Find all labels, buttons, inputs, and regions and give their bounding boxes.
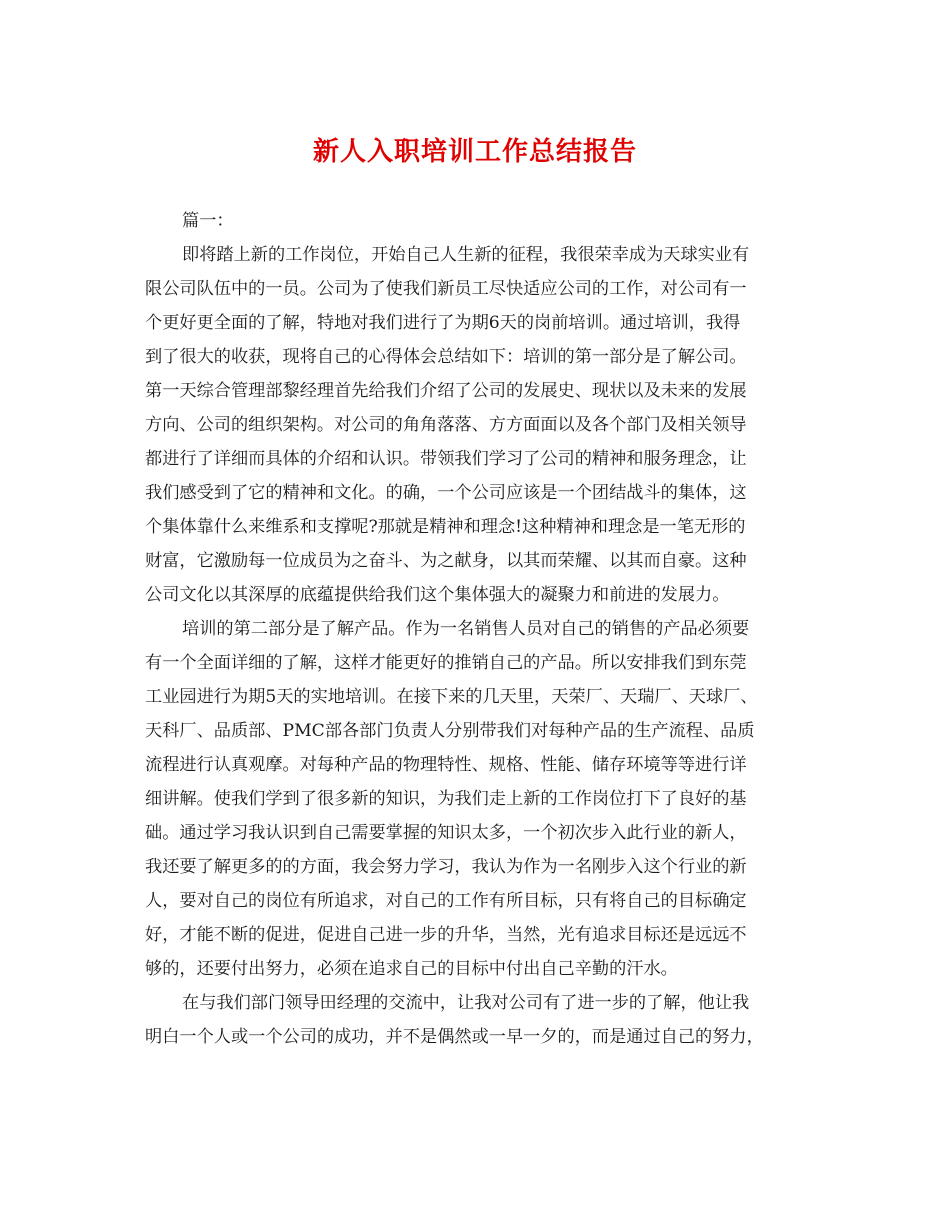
paragraph-line: 培训的第二部分是了解产品。作为一名销售人员对自己的销售的产品必须要 <box>182 619 750 639</box>
document-body <box>145 204 810 1054</box>
paragraph-line: 第一天综合管理部黎经理首先给我们介绍了公司的发展史、现状以及未来的发展 <box>145 381 747 401</box>
paragraph-line: 好，才能不断的促进，促进自己进一步的升华，当然，光有追求目标还是远远不 <box>145 925 747 945</box>
paragraph-line: 财富，它激励每一位成员为之奋斗、为之献身，以其而荣耀、以其而自豪。这种 <box>145 551 747 571</box>
paragraph-line: 限公司队伍中的一员。公司为了使我们新员工尽快适应公司的工作，对公司有一 <box>145 279 747 299</box>
paragraph-line: 础。通过学习我认识到自己需要掌握的知识太多，一个初次步入此行业的新人， <box>145 823 747 843</box>
paragraph-line: 个更好更全面的了解，特地对我们进行了为期6天的岗前培训。通过培训，我得 <box>145 313 741 333</box>
document-title: 新人入职培训工作总结报告 <box>312 137 637 167</box>
paragraph-line: 天科厂、品质部、PMC部各部门负责人分别带我们对每种产品的生产流程、品质 <box>145 721 755 741</box>
paragraph-line: 到了很大的收获，现将自己的心得体会总结如下：培训的第一部分是了解公司。 <box>145 347 747 367</box>
section-label: 篇一： <box>182 211 234 231</box>
paragraph-line: 我还要了解更多的的方面，我会努力学习，我认为作为一名刚步入这个行业的新 <box>145 857 747 877</box>
paragraph-line: 细讲解。使我们学到了很多新的知识，为我们走上新的工作岗位打下了良好的基 <box>145 789 747 809</box>
paragraph-line: 即将踏上新的工作岗位，开始自己人生新的征程，我很荣幸成为天球实业有 <box>182 245 750 265</box>
paragraph-line: 方向、公司的组织架构。对公司的角角落落、方方面面以及各个部门及相关领导 <box>145 415 747 435</box>
paragraph-line: 都进行了详细而具体的介绍和认识。带领我们学习了公司的精神和服务理念，让 <box>145 449 747 469</box>
paragraph-line: 个集体靠什么来维系和支撑呢?那就是精神和理念!这种精神和理念是一笔无形的 <box>145 517 746 537</box>
paragraph-line: 有一个全面详细的了解，这样才能更好的推销自己的产品。所以安排我们到东莞 <box>145 653 747 673</box>
paragraph-line: 够的，还要付出努力，必须在追求自己的目标中付出自己辛勤的汗水。 <box>145 959 678 979</box>
paragraph-line: 工业园进行为期5天的实地培训。在接下来的几天里，天荣厂、天瑞厂、天球厂、 <box>145 687 758 707</box>
paragraph-line: 公司文化以其深厚的底蕴提供给我们这个集体强大的凝聚力和前进的发展力。 <box>145 585 730 605</box>
paragraph-line: 明白一个人或一个公司的成功，并不是偶然或一早一夕的，而是通过自己的努力， <box>145 1027 764 1047</box>
paragraph-line: 我们感受到了它的精神和文化。的确，一个公司应该是一个团结战斗的集体，这 <box>145 483 747 503</box>
paragraph-line: 流程进行认真观摩。对每种产品的物理特性、规格、性能、储存环境等等进行详 <box>145 755 747 775</box>
paragraph-line: 人，要对自己的岗位有所追求，对自己的工作有所目标，只有将自己的目标确定 <box>145 891 747 911</box>
paragraph-line: 在与我们部门领导田经理的交流中，让我对公司有了进一步的了解，他让我 <box>182 993 750 1013</box>
